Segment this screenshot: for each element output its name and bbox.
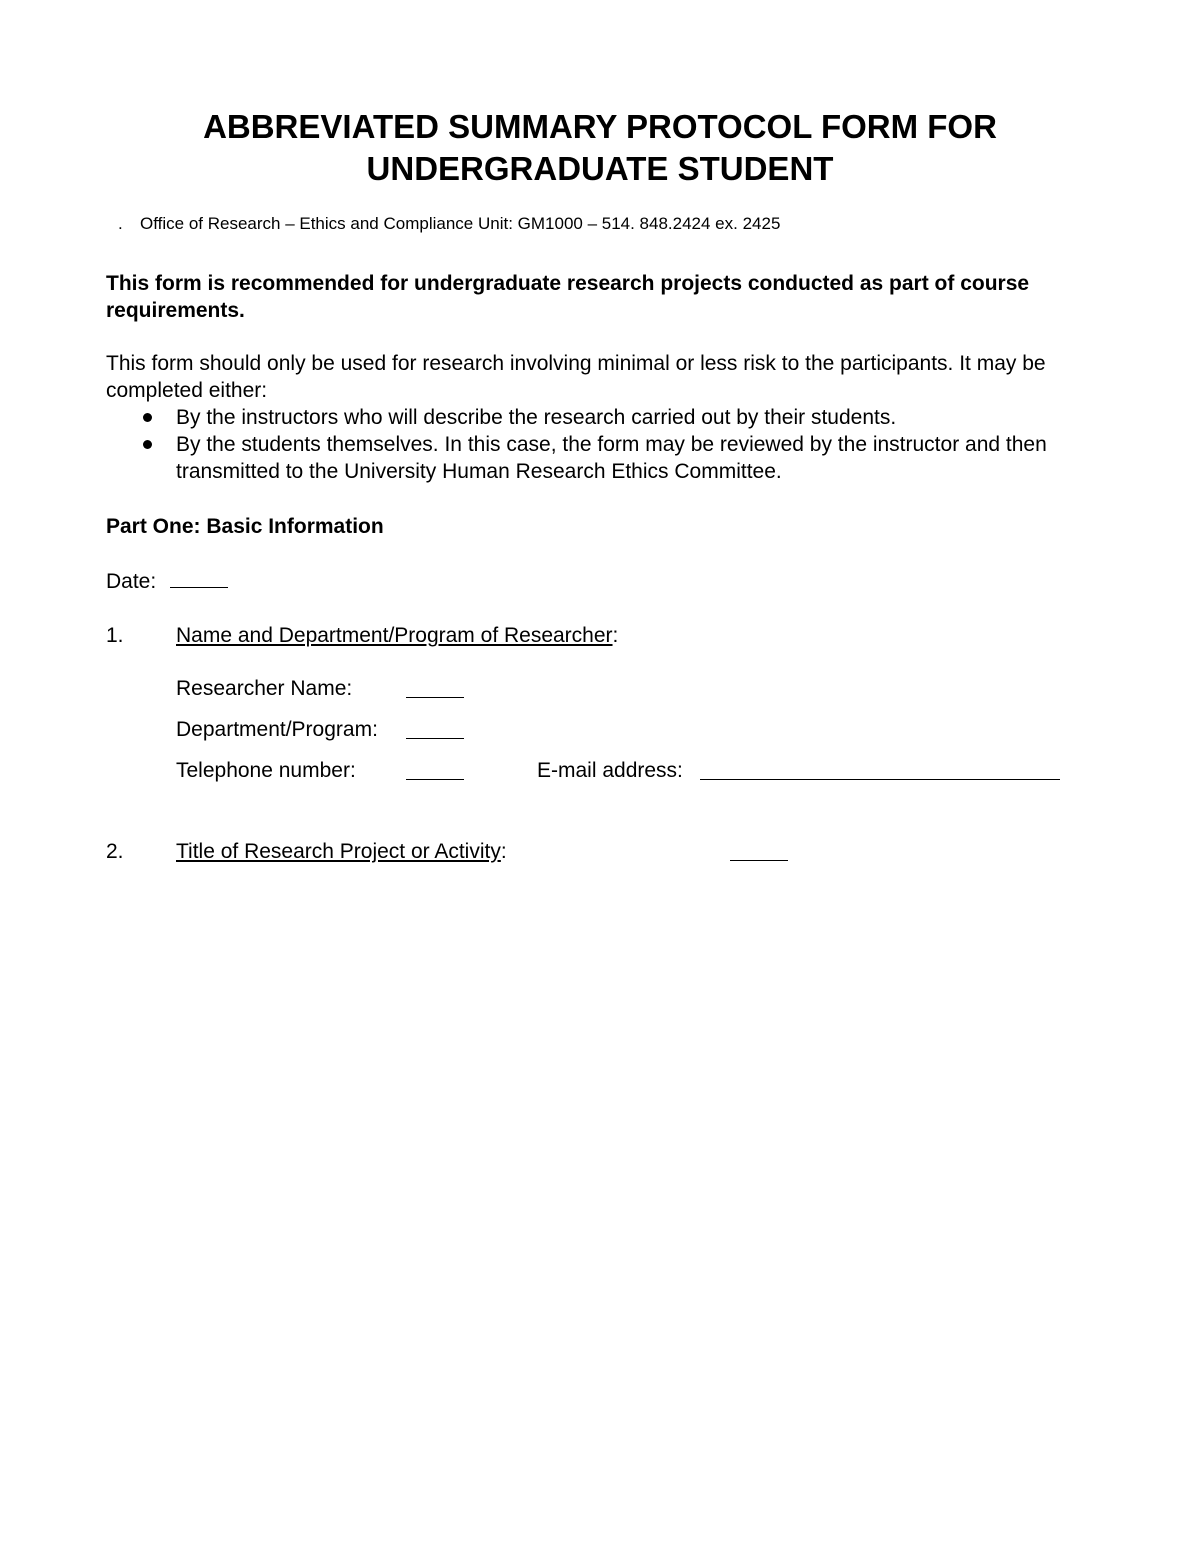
department-field[interactable] [406, 720, 464, 739]
bullet-icon [143, 440, 152, 449]
item-2-heading [176, 838, 507, 865]
date-label: Date: [106, 570, 157, 593]
list-item [106, 431, 1096, 485]
item-2-number: 2. [106, 840, 124, 863]
item-1-colon: : [612, 624, 619, 647]
usage-bullet-list [106, 404, 1096, 485]
item-2-colon: : [500, 840, 507, 863]
date-field[interactable] [170, 569, 228, 588]
part-one-heading: Part One: Basic Information [106, 515, 384, 538]
date-row [106, 568, 228, 595]
item-1-number: 1. [106, 624, 124, 647]
office-marker: . [118, 214, 123, 233]
item-1-label: Name and Department/Program of Researcher [176, 624, 613, 647]
project-title-field[interactable] [730, 842, 788, 861]
department-label: Department/Program: [176, 718, 378, 741]
bullet-icon [143, 413, 152, 422]
researcher-name-field[interactable] [406, 679, 464, 698]
intro-recommendation: This form is recommended for undergraduate research projects conducted as part of course requirements. [106, 272, 1030, 322]
office-contact-line [118, 213, 780, 235]
office-contact-text: Office of Research – Ethics and Compliance Unit: GM1000 – 514. 848.2424 ex. 2425 [140, 214, 781, 233]
telephone-field[interactable] [406, 761, 464, 780]
bullet-text: By the students themselves. In this case, the form may be reviewed by the instructor and then transmitted to the University Human Research Ethics Committee. [176, 433, 1047, 483]
title-line-2: UNDERGRADUATE STUDENT [366, 150, 834, 187]
telephone-label: Telephone number: [176, 759, 356, 782]
title-line-1: ABBREVIATED SUMMARY PROTOCOL FORM FOR [203, 108, 997, 145]
item-2-label: Title of Research Project or Activity [176, 840, 501, 863]
email-label: E-mail address: [537, 759, 683, 782]
bullet-text: By the instructors who will describe the research carried out by their students. [176, 406, 897, 429]
researcher-name-label: Researcher Name: [176, 677, 353, 700]
usage-paragraph: This form should only be used for research involving minimal or less risk to the participants. It may be completed either: [106, 352, 1046, 402]
email-field[interactable] [700, 761, 1060, 780]
item-1-heading [176, 622, 618, 649]
page-title [0, 106, 1200, 190]
list-item [106, 404, 1096, 431]
